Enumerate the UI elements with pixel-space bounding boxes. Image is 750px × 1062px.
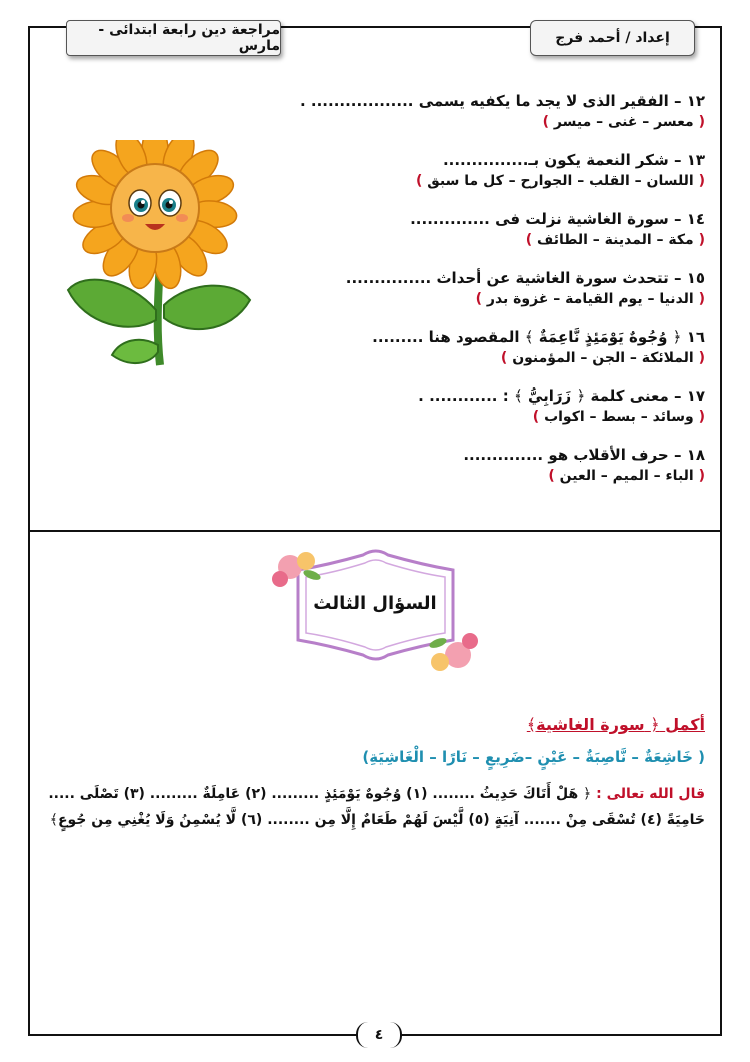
question-options: ( مكة – المدينة – الطائف ) — [525, 232, 705, 248]
question-14 — [285, 208, 705, 250]
verse-line-2: حَامِيَةً (٤) تُسْقَى مِنْ ....... آنِيَةٍ (٥) لَّيْسَ لَهُمْ طَعَامٌ إِلَّا مِن ........ (٦) لَّا يُسْمِنُ وَلَا يُغْنِي مِن جُوعٍ﴾ — [49, 812, 705, 828]
verse-line-1: قال الله تعالى : ﴿ هَلْ أَتَاكَ حَدِيثُ ........ (١) وُجُوهٌ يَوْمَئِذٍ ......... (٢) عَامِلَةٌ ......... (٣) تَصْلَى ..... — [48, 786, 705, 802]
question-18 — [285, 444, 705, 486]
question-text: ١٧ – معنى كلمة ﴿ زَرَابِيُّ ﴾ : ............ . — [418, 387, 705, 405]
page-number: ٤ — [356, 1022, 402, 1048]
complete-section — [45, 712, 705, 832]
word-bank: ( خَاشِعَةٌ – نَّاصِبَةٌ – عَيْنٍ –ضَرِيعٍ – نَارًا – الْغَاشِيَةِ) — [362, 748, 705, 766]
question-text: ١٦ ﴿ وُجُوهٌ يَوْمَئِذٍ نَّاعِمَةٌ ﴾ المقصود هنا ......... — [372, 328, 705, 346]
section-title: السؤال الثالث — [313, 593, 437, 614]
question-text: ١٣ – شكر النعمة يكون بـ............... — [442, 151, 705, 169]
question-options: ( وسائد – بسط – اكواب ) — [532, 409, 705, 425]
question-options: ( اللسان – القلب – الجوارح – كل ما سبق ) — [416, 173, 705, 189]
question-text: ١٢ – الفقير الذى لا يجد ما يكفيه يسمى .................. . — [299, 92, 705, 110]
mcq-list — [285, 90, 705, 503]
question-options: ( معسر – غنى – ميسر ) — [542, 114, 705, 130]
question-text: ١٤ – سورة الغاشية نزلت فى .............. — [410, 210, 705, 228]
question-16 — [285, 326, 705, 368]
question-13 — [285, 149, 705, 191]
complete-label: أكمل ﴿ سورة الغاشية﴾ — [526, 715, 705, 734]
question-options: ( الدنيا – يوم القيامة – غزوة بدر ) — [475, 291, 705, 307]
section-divider — [28, 530, 722, 532]
question-17 — [285, 385, 705, 427]
question-options: ( الملائكة – الجن – المؤمنون ) — [500, 350, 705, 366]
author-label: إعداد / أحمد فرج — [555, 30, 670, 46]
author-box — [530, 20, 695, 56]
question-options: ( الباء – الميم – العين ) — [548, 468, 705, 484]
sunflower-illustration — [60, 140, 260, 370]
question-text: ١٥ – تتحدث سورة الغاشية عن أحداث ............... — [345, 269, 705, 287]
subject-box — [66, 20, 281, 56]
complete-heading — [45, 712, 705, 738]
subject-label: مراجعة دين رابعة ابتدائى - مارس — [98, 22, 280, 54]
question-15 — [285, 267, 705, 309]
question-text: ١٨ – حرف الأقلاب هو .............. — [463, 446, 705, 464]
question-12 — [285, 90, 705, 132]
